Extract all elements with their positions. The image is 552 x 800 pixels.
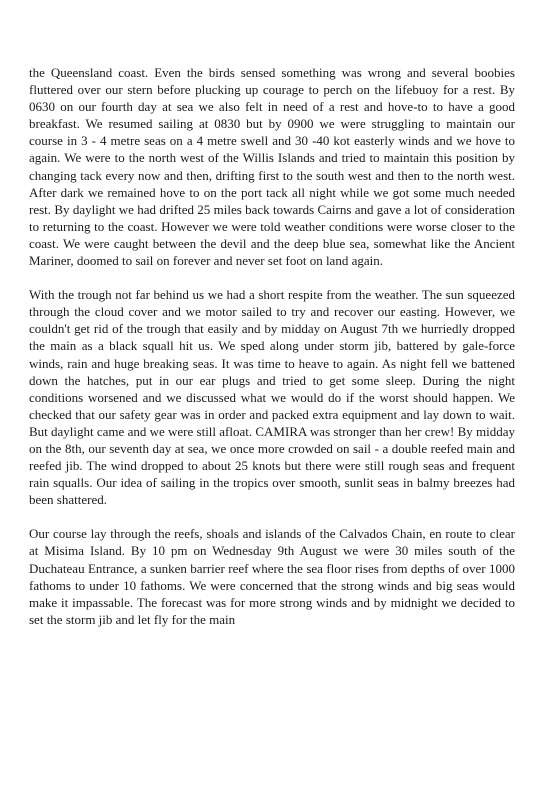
paragraph-3: Our course lay through the reefs, shoals and islands of the Calvados Chain, en route to clear at Misima Island. By 10 pm on Wednesday 9th August we were 30 miles south of the Duchateau Entrance, a sunken barrier reef where the sea floor rises from depths of over 1000 fathoms to under 10 fathoms. We were concerned that the strong winds and big seas would make it impassable. The forecast was for more strong winds and by midnight we decided to set the storm jib and let fly for the main [29, 526, 515, 627]
document-page [29, 64, 515, 628]
paragraph-1: the Queensland coast. Even the birds sensed something was wrong and several boobies fluttered over our stern before plucking up courage to perch on the lifebuoy for a rest. By 0630 on our fourth day at sea we also felt in need of a rest and hove-to to have a good breakfast. We resumed sailing at 0830 but by 0900 we were struggling to maintain our course in 3 - 4 metre seas on a 4 metre swell and 30 -40 kot easterly winds and we hove to again. We were to the north west of the Willis Islands and tried to maintain this position by changing tack every now and then, drifting first to the south west and then to the north west. After dark we remained hove to on the port tack all night while we got some much needed rest. By daylight we had drifted 25 miles back towards Cairns and gave a lot of consideration to returning to the coast. However we were told weather conditions were worse closer to the coast. We were caught between the devil and the deep blue sea, somewhat like the Ancient Mariner, doomed to sail on forever and never set foot on land again. [29, 65, 515, 269]
paragraph-2: With the trough not far behind us we had a short respite from the weather. The sun squeezed through the cloud cover and we motor sailed to try and recover our easting. However, we couldn't get rid of the trough that easily and by midday on August 7th we hurriedly dropped the main as a black squall hit us. We sped along under storm jib, battered by gale-force winds, rain and huge breaking seas. It was time to heave to again. As night fell we battened down the hatches, put in our ear plugs and tried to get some sleep. During the night conditions worsened and we discussed what we would do if the worst should happen. We checked that our safety gear was in order and packed extra equipment and lay down to wait. But daylight came and we were still afloat. CAMIRA was stronger than her crew! By midday on the 8th, our seventh day at sea, we once more crowded on sail - a double reefed main and reefed jib. The wind dropped to about 25 knots but there were still rough seas and frequent rain squalls. Our idea of sailing in the tropics over smooth, sunlit seas in balmy breezes had been shattered. [29, 287, 515, 508]
